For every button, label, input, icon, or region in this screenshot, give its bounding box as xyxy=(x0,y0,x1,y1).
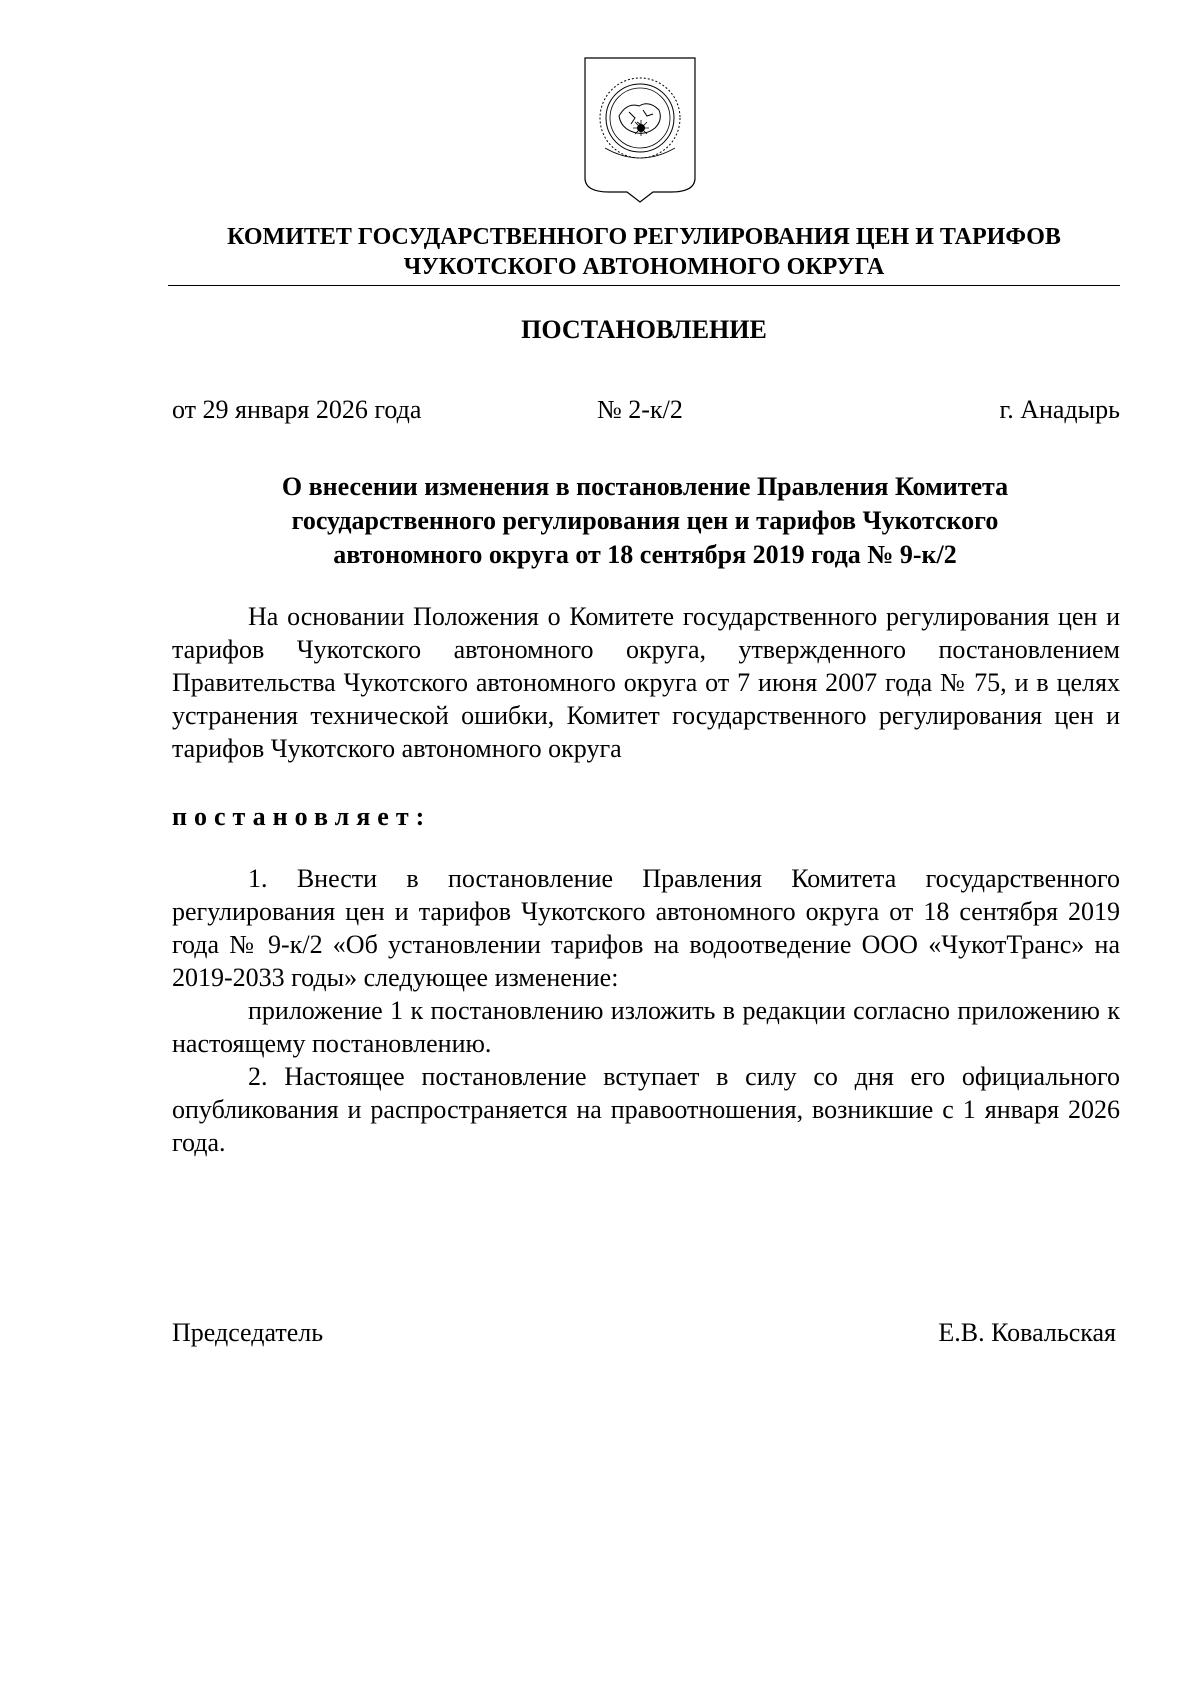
header-divider xyxy=(168,285,1120,286)
organization-line-1: КОМИТЕТ ГОСУДАРСТВЕННОГО РЕГУЛИРОВАНИЯ ЦЕН И ТАРИФОВ xyxy=(227,224,1061,250)
item-1-subitem: приложение 1 к постановлению изложить в редакции согласно приложению к настоящему постановлению. xyxy=(172,996,1120,1058)
organization-header xyxy=(168,222,1120,282)
document-type: ПОСТАНОВЛЕНИЕ xyxy=(521,315,767,344)
preamble-paragraph xyxy=(172,600,1120,765)
document-city: г. Анадырь xyxy=(999,395,1120,424)
resolution-items xyxy=(172,862,1120,1159)
signer-name: Е.В. Ковальская xyxy=(938,1318,1116,1347)
organization-line-2: ЧУКОТСКОГО АВТОНОМНОГО ОКРУГА xyxy=(403,254,885,280)
document-number: № 2-к/2 xyxy=(597,395,683,424)
item-1: 1. Внести в постановление Правления Комитета государственного регулирования цен и тарифов Чукотского автономного округа от 18 сентября 2019 года № 9-к/2 «Об установлении тарифов на водоотведение ООО «ЧукотТранс» на 2019-2033 годы» следующее изменение: xyxy=(172,864,1120,992)
document-subject: О внесении изменения в постановление Правления Комитета государственного регулирования цен и тарифов Чукотского автономного округа от 18 сентября 2019 года № 9-к/2 xyxy=(281,472,1009,569)
document-date: от 29 января 2026 года xyxy=(172,395,422,424)
item-2: 2. Настоящее постановление вступает в силу со дня его официального опубликования и распространяется на правоотношения, возникшие с 1 января 2026 года. xyxy=(172,1062,1120,1157)
signer-position: Председатель xyxy=(172,1318,324,1347)
resolves-word: постановляет: xyxy=(172,802,432,831)
preamble-text: На основании Положения о Комитете государственного регулирования цен и тарифов Чукотского автономного округа, утвержденного постановлением Правительства Чукотского автономного округа от 7 июня 2007 года № 75, и в целях устранения технической ошибки, Комитет государственного регулирования цен и тарифов Чукотского автономного округа xyxy=(172,602,1120,763)
coat-of-arms-emblem xyxy=(583,56,697,204)
